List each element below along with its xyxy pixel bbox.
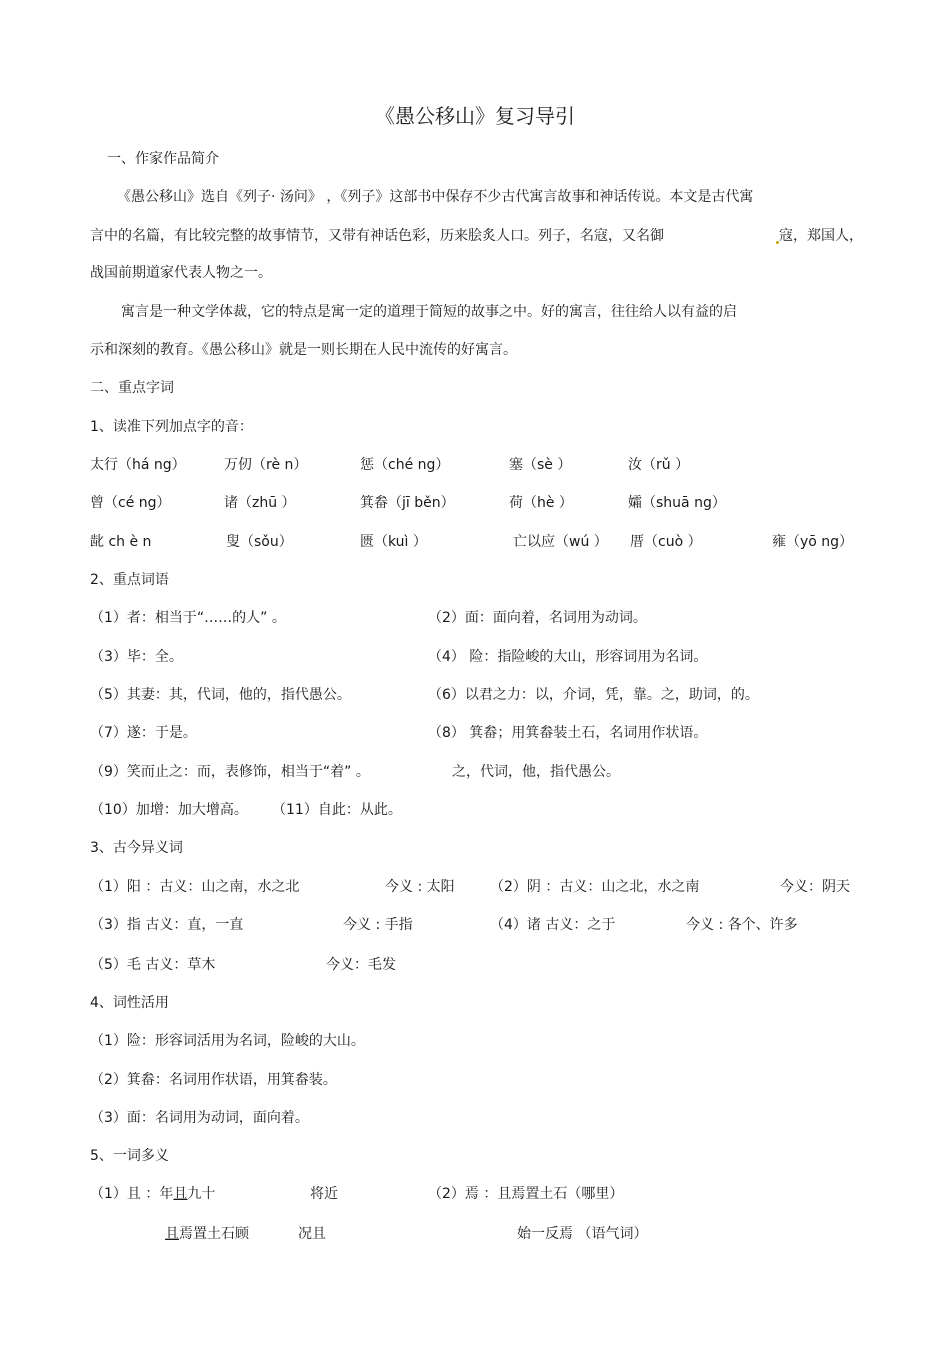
pronunciation-item: 亡以应（wú ） [513, 534, 608, 550]
ancient-meaning: （3）指 古义：直，一直 [90, 917, 244, 933]
part-of-speech-item: （2）箕畚：名词用作状语，用箕畚装。 [90, 1072, 337, 1088]
pronunciation-item: 惩（ché ng） [360, 457, 450, 473]
pronunciation-item: 塞（sè ） [509, 457, 572, 473]
pronunciation-item: 箕畚（jī běn） [360, 495, 455, 511]
pronunciation-item: 孀（shuā ng） [628, 495, 726, 511]
modern-meaning: 今义 : 太阳 [385, 879, 455, 895]
modern-meaning: 今义：阴天 [780, 879, 850, 895]
key-word-item: （1）者：相当于“……的人” 。 [90, 610, 286, 626]
ancient-meaning: （4）诸 古义：之于 [490, 917, 616, 933]
ancient-meaning: （1）阳 ：古义：山之南，水之北 [90, 879, 300, 895]
pronunciation-item: 汝（rǔ ） [628, 457, 690, 473]
pronunciation-item: 龀 ch è n [90, 534, 152, 550]
pronunciation-item: 诸（zhū ） [224, 495, 296, 511]
polysemy-text: 九十 [187, 1186, 216, 1202]
polysemy-item [90, 1185, 215, 1203]
pronunciation-item: 荷（hè ） [509, 495, 573, 511]
key-word-item: （7）遂：于是。 [90, 725, 197, 741]
pronunciation-item: 匮（kuì ） [360, 534, 427, 550]
key-word-item: （8） 箕畚；用箕畚装土石，名词用作状语。 [428, 725, 708, 741]
pronunciation-item: 雍（yō ng） [772, 534, 854, 550]
intro-p2-line2: 示和深刻的教育。《愚公移山》就是一则长期在人民中流传的好寓言。 [90, 342, 517, 358]
polysemy-item: 始一反焉 （语气词） [517, 1226, 648, 1242]
pronunciation-item: 太行（há ng） [90, 457, 186, 473]
key-word-item: （6）以君之力：以，介词，凭，靠。之，助词，的。 [428, 687, 759, 703]
intro-p2-line1: 寓言是一种文学体裁，它的特点是寓一定的道理于简短的故事之中。好的寓言，往往给人以有益的启 [121, 304, 737, 320]
section-2-heading: 二、重点字词 [90, 380, 174, 396]
polysemy-meaning: 将近 [310, 1186, 338, 1202]
key-word-item: （11）自此：从此。 [272, 802, 402, 818]
polysemy-heading: 5、一词多义 [90, 1148, 169, 1164]
part-of-speech-heading: 4、词性活用 [90, 995, 169, 1011]
part-of-speech-item: （3）面：名词用为动词，面向着。 [90, 1110, 309, 1126]
polysemy-item [165, 1225, 249, 1243]
polysemy-text: （1）且 ：年 [90, 1186, 174, 1202]
pronunciation-item: 叟（sǒu） [226, 534, 293, 550]
intro-p1-line2: 言中的名篇，有比较完整的故事情节，又带有神话色彩，历来脍炙人口。列子，名寇，又名御 [90, 228, 664, 244]
pronunciation-item: 曾（cé ng） [90, 495, 171, 511]
intro-p1-line2-end: 寇，郑国人， [779, 228, 863, 244]
key-word-item: （5）其妻：其，代词，他的，指代愚公。 [90, 687, 351, 703]
key-word-item: 之，代词，他，指代愚公。 [452, 764, 620, 780]
key-word-item: （3）毕：全。 [90, 649, 183, 665]
part-of-speech-item: （1）险：形容词活用为名词，险峻的大山。 [90, 1033, 365, 1049]
key-word-item: （9）笑而止之：而，表修饰，相当于“着” 。 [90, 764, 370, 780]
modern-meaning: 今义 : 手指 [343, 917, 413, 933]
key-words-heading: 2、重点词语 [90, 572, 169, 588]
key-word-item: （2）面：面向着，名词用为动词。 [428, 610, 647, 626]
underlined-char: 且 [173, 1186, 188, 1202]
ancient-modern-heading: 3、古今异义词 [90, 840, 183, 856]
key-word-item: （10）加增：加大增高。 [90, 802, 248, 818]
polysemy-item: （2）焉 ：且焉置土石（哪里） [428, 1186, 624, 1202]
underlined-char: 且 [165, 1226, 179, 1242]
modern-meaning: 今义 : 各个、许多 [686, 917, 798, 933]
ancient-meaning: （5）毛 古义：草木 [90, 957, 216, 973]
pronunciation-item: 万仞（rè n） [224, 457, 308, 473]
page-title: 《愚公移山》复习导引 [375, 104, 575, 128]
ancient-meaning: （2）阴 ：古义：山之北，水之南 [490, 879, 700, 895]
polysemy-meaning: 况且 [298, 1226, 326, 1242]
pronunciation-item: 厝（cuò ） [630, 534, 702, 550]
key-word-item: （4） 险：指险峻的大山，形容词用为名词。 [428, 649, 708, 665]
modern-meaning: 今义：毛发 [326, 957, 396, 973]
pronunciation-heading: 1、读准下列加点字的音： [90, 419, 253, 435]
intro-p1-line3: 战国前期道家代表人物之一。 [90, 265, 272, 281]
polysemy-text: 焉置土石顾 [179, 1226, 249, 1242]
intro-p1-line1: 《愚公移山》选自《列子· 汤问》 ，《列子》这部书中保存不少古代寓言故事和神话传说。本文是古代寓 [117, 189, 754, 205]
section-1-heading: 一、作家作品简介 [107, 151, 219, 167]
